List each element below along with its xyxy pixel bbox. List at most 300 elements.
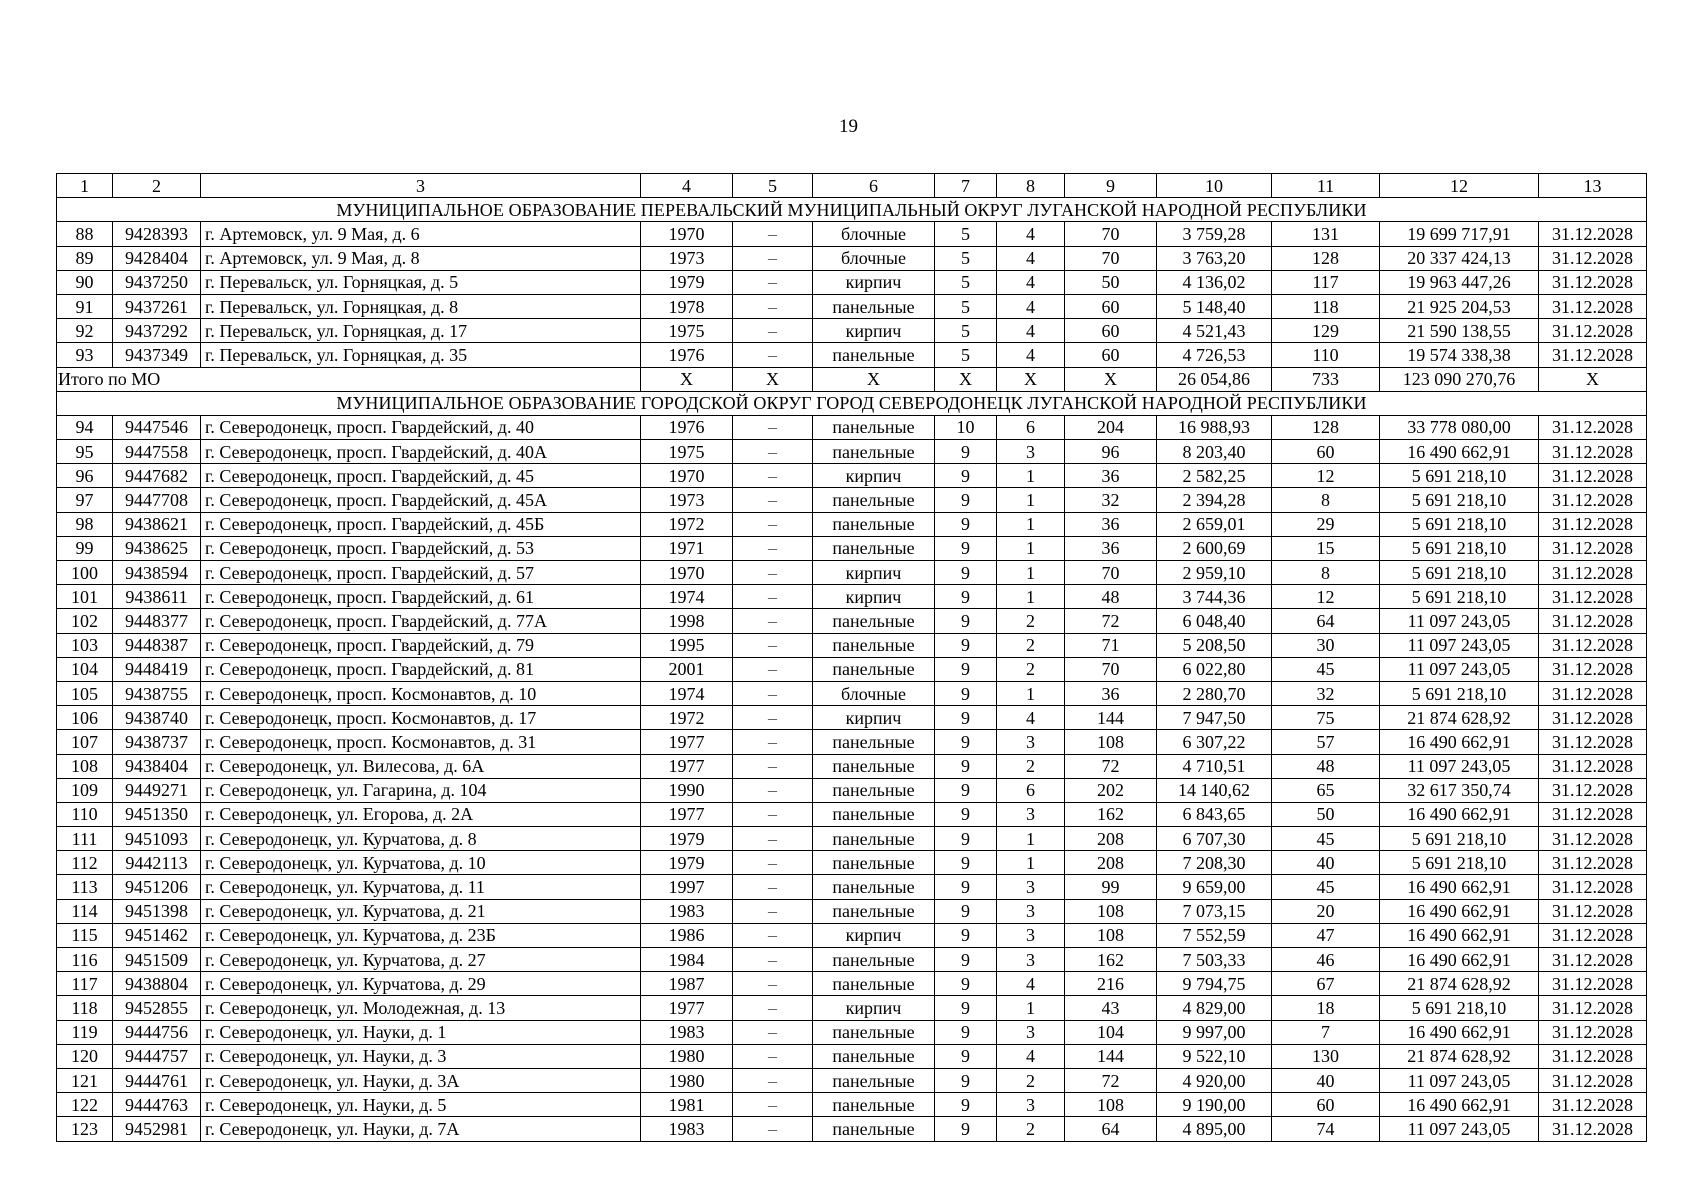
table-cell: 31.12.2028 <box>1539 222 1647 246</box>
table-cell: 3 <box>997 730 1065 754</box>
table-cell: 115 <box>57 923 113 947</box>
table-cell: 4 <box>997 319 1065 343</box>
table-cell: 6 307,22 <box>1157 730 1272 754</box>
table-cell: 3 <box>997 875 1065 899</box>
table-cell: 31.12.2028 <box>1539 343 1647 367</box>
table-cell: 96 <box>1065 440 1157 464</box>
table-cell: панельные <box>813 1093 935 1117</box>
table-cell: г. Перевальск, ул. Горняцкая, д. 8 <box>201 294 641 318</box>
table-cell: 36 <box>1065 464 1157 488</box>
table-cell: 3 <box>997 802 1065 826</box>
table-cell: 31.12.2028 <box>1539 754 1647 778</box>
table-cell: 5 691 218,10 <box>1380 827 1539 851</box>
table-cell: – <box>733 996 813 1020</box>
table-cell: 16 490 662,91 <box>1380 1020 1539 1044</box>
table-cell: 8 <box>1272 561 1380 585</box>
table-cell: блочные <box>813 222 935 246</box>
table-cell: 11 097 243,05 <box>1380 657 1539 681</box>
table-cell: 5 691 218,10 <box>1380 585 1539 609</box>
table-cell: 9 <box>935 1117 997 1141</box>
table-cell: 1983 <box>641 1117 733 1141</box>
table-cell: 131 <box>1272 222 1380 246</box>
table-cell: 9 <box>935 875 997 899</box>
table-cell: 47 <box>1272 923 1380 947</box>
table-cell: 31.12.2028 <box>1539 585 1647 609</box>
table-cell: 50 <box>1065 270 1157 294</box>
table-cell: 9451509 <box>113 948 201 972</box>
table-cell: 2001 <box>641 657 733 681</box>
table-cell: 9438740 <box>113 706 201 730</box>
table-cell: 89 <box>57 246 113 270</box>
table-row <box>57 222 1647 246</box>
table-cell: 60 <box>1065 294 1157 318</box>
table-cell: 105 <box>57 681 113 705</box>
table-cell: – <box>733 1093 813 1117</box>
table-cell: панельные <box>813 512 935 536</box>
table-cell: 9 <box>935 1093 997 1117</box>
table-cell: 31.12.2028 <box>1539 294 1647 318</box>
table-cell: 9 <box>935 657 997 681</box>
table-row <box>57 1117 1647 1141</box>
table-cell: кирпич <box>813 585 935 609</box>
table-cell: 31.12.2028 <box>1539 415 1647 439</box>
table-cell: 74 <box>1272 1117 1380 1141</box>
table-cell: – <box>733 948 813 972</box>
table-cell: 11 097 243,05 <box>1380 633 1539 657</box>
table-row <box>57 802 1647 826</box>
table-cell: 4 521,43 <box>1157 319 1272 343</box>
table-cell: – <box>733 681 813 705</box>
table-cell: 1986 <box>641 923 733 947</box>
table-row <box>57 319 1647 343</box>
table-row <box>57 899 1647 923</box>
table-cell: 9 794,75 <box>1157 972 1272 996</box>
table-cell: 1 <box>997 561 1065 585</box>
table-cell: г. Перевальск, ул. Горняцкая, д. 5 <box>201 270 641 294</box>
table-cell: 110 <box>1272 343 1380 367</box>
table-cell: 7 <box>1272 1020 1380 1044</box>
table-cell: 9 <box>935 778 997 802</box>
table-cell: 1 <box>997 488 1065 512</box>
table-cell: кирпич <box>813 270 935 294</box>
table-row <box>57 440 1647 464</box>
table-cell: 31.12.2028 <box>1539 730 1647 754</box>
table-cell: 46 <box>1272 948 1380 972</box>
table-cell: 9 <box>935 561 997 585</box>
table-cell: 31.12.2028 <box>1539 972 1647 996</box>
table-cell: панельные <box>813 875 935 899</box>
table-cell: 19 574 338,38 <box>1380 343 1539 367</box>
table-cell: 20 337 424,13 <box>1380 246 1539 270</box>
table-cell: 31.12.2028 <box>1539 440 1647 464</box>
table-cell: г. Северодонецк, просп. Гвардейский, д. 45 <box>201 464 641 488</box>
table-cell: г. Северодонецк, просп. Гвардейский, д. 77А <box>201 609 641 633</box>
total-cell: X <box>641 367 733 391</box>
table-cell: 3 763,20 <box>1157 246 1272 270</box>
column-number-cell: 10 <box>1157 174 1272 198</box>
table-cell: 3 <box>997 1093 1065 1117</box>
table-cell: г. Артемовск, ул. 9 Мая, д. 6 <box>201 222 641 246</box>
table-cell: г. Северодонецк, просп. Гвардейский, д. 40А <box>201 440 641 464</box>
table-cell: 31.12.2028 <box>1539 1093 1647 1117</box>
table-cell: 121 <box>57 1068 113 1092</box>
table-cell: 32 617 350,74 <box>1380 778 1539 802</box>
table-cell: 57 <box>1272 730 1380 754</box>
table-cell: 2 959,10 <box>1157 561 1272 585</box>
table-cell: – <box>733 875 813 899</box>
table-cell: 36 <box>1065 512 1157 536</box>
table-cell: 1990 <box>641 778 733 802</box>
table-cell: 60 <box>1272 440 1380 464</box>
table-cell: г. Северодонецк, просп. Гвардейский, д. 57 <box>201 561 641 585</box>
table-cell: 9451462 <box>113 923 201 947</box>
table-cell: 31.12.2028 <box>1539 1117 1647 1141</box>
table-cell: 1976 <box>641 343 733 367</box>
table-cell: 7 208,30 <box>1157 851 1272 875</box>
table-cell: 31.12.2028 <box>1539 464 1647 488</box>
table-cell: 40 <box>1272 851 1380 875</box>
column-number-cell: 11 <box>1272 174 1380 198</box>
table-cell: 1983 <box>641 899 733 923</box>
table-cell: – <box>733 415 813 439</box>
table-cell: 9 <box>935 754 997 778</box>
table-cell: панельные <box>813 294 935 318</box>
section-title: МУНИЦИПАЛЬНОЕ ОБРАЗОВАНИЕ ГОРОДСКОЙ ОКРУГ ГОРОД СЕВЕРОДОНЕЦК ЛУГАНСКОЙ НАРОДНОЙ РЕСПУБЛИКИ <box>57 391 1647 415</box>
table-cell: 9449271 <box>113 778 201 802</box>
table-cell: 60 <box>1065 343 1157 367</box>
table-cell: 1975 <box>641 319 733 343</box>
total-cell: X <box>1539 367 1647 391</box>
table-cell: 1970 <box>641 561 733 585</box>
table-cell: 108 <box>1065 899 1157 923</box>
table-cell: 90 <box>57 270 113 294</box>
table-cell: 9437349 <box>113 343 201 367</box>
table-cell: 4 <box>997 246 1065 270</box>
table-cell: 9428404 <box>113 246 201 270</box>
table-cell: г. Северодонецк, просп. Космонавтов, д. 17 <box>201 706 641 730</box>
table-cell: 109 <box>57 778 113 802</box>
table-cell: 98 <box>57 512 113 536</box>
table-cell: 31.12.2028 <box>1539 633 1647 657</box>
table-cell: кирпич <box>813 923 935 947</box>
table-cell: 7 073,15 <box>1157 899 1272 923</box>
table-cell: 99 <box>1065 875 1157 899</box>
table-cell: 95 <box>57 440 113 464</box>
table-cell: 5 691 218,10 <box>1380 561 1539 585</box>
table-cell: 31.12.2028 <box>1539 706 1647 730</box>
table-cell: 116 <box>57 948 113 972</box>
table-row <box>57 294 1647 318</box>
column-number-cell: 1 <box>57 174 113 198</box>
table-cell: 31.12.2028 <box>1539 1068 1647 1092</box>
table-row <box>57 609 1647 633</box>
column-number-cell: 12 <box>1380 174 1539 198</box>
table-cell: г. Северодонецк, ул. Гагарина, д. 104 <box>201 778 641 802</box>
table-cell: 31.12.2028 <box>1539 536 1647 560</box>
table-cell: 6 022,80 <box>1157 657 1272 681</box>
table-cell: 3 759,28 <box>1157 222 1272 246</box>
table-cell: 9 <box>935 948 997 972</box>
table-cell: 31.12.2028 <box>1539 512 1647 536</box>
table-cell: 67 <box>1272 972 1380 996</box>
table-cell: 2 <box>997 1117 1065 1141</box>
table-cell: 9447708 <box>113 488 201 512</box>
column-number-cell: 13 <box>1539 174 1647 198</box>
table-cell: 5 691 218,10 <box>1380 488 1539 512</box>
table-cell: 1 <box>997 851 1065 875</box>
table-cell: – <box>733 778 813 802</box>
column-number-cell: 5 <box>733 174 813 198</box>
table-cell: панельные <box>813 1044 935 1068</box>
table-cell: 65 <box>1272 778 1380 802</box>
table-cell: 9438404 <box>113 754 201 778</box>
table-cell: 9448419 <box>113 657 201 681</box>
table-cell: 5 691 218,10 <box>1380 536 1539 560</box>
table-cell: 31.12.2028 <box>1539 899 1647 923</box>
table-cell: 102 <box>57 609 113 633</box>
table-row <box>57 851 1647 875</box>
table-cell: 50 <box>1272 802 1380 826</box>
table-cell: г. Северодонецк, ул. Науки, д. 3А <box>201 1068 641 1092</box>
table-cell: кирпич <box>813 706 935 730</box>
table-cell: панельные <box>813 657 935 681</box>
table-row <box>57 488 1647 512</box>
table-cell: 6 048,40 <box>1157 609 1272 633</box>
table-cell: 31.12.2028 <box>1539 657 1647 681</box>
table-cell: г. Артемовск, ул. 9 Мая, д. 8 <box>201 246 641 270</box>
table-cell: 9448387 <box>113 633 201 657</box>
table-row <box>57 875 1647 899</box>
table-cell: 9 659,00 <box>1157 875 1272 899</box>
table-row <box>57 778 1647 802</box>
table-cell: 9 <box>935 464 997 488</box>
table-cell: – <box>733 319 813 343</box>
table-cell: 70 <box>1065 657 1157 681</box>
table-cell: г. Северодонецк, ул. Курчатова, д. 23Б <box>201 923 641 947</box>
table-cell: 15 <box>1272 536 1380 560</box>
table-cell: – <box>733 972 813 996</box>
column-number-cell: 9 <box>1065 174 1157 198</box>
table-cell: кирпич <box>813 996 935 1020</box>
table-cell: 99 <box>57 536 113 560</box>
table-cell: 1973 <box>641 488 733 512</box>
section-title-row <box>57 198 1647 222</box>
table-cell: 3 744,36 <box>1157 585 1272 609</box>
table-cell: г. Перевальск, ул. Горняцкая, д. 17 <box>201 319 641 343</box>
table-row <box>57 1068 1647 1092</box>
table-cell: панельные <box>813 851 935 875</box>
table-row <box>57 1044 1647 1068</box>
table-row <box>57 536 1647 560</box>
table-cell: 12 <box>1272 464 1380 488</box>
table-cell: 45 <box>1272 657 1380 681</box>
table-cell: 9447558 <box>113 440 201 464</box>
table-cell: 11 097 243,05 <box>1380 754 1539 778</box>
table-cell: 9451093 <box>113 827 201 851</box>
table-cell: 16 490 662,91 <box>1380 923 1539 947</box>
table-cell: 1974 <box>641 681 733 705</box>
table-cell: 70 <box>1065 222 1157 246</box>
table-cell: 110 <box>57 802 113 826</box>
table-cell: 2 600,69 <box>1157 536 1272 560</box>
table-cell: 16 490 662,91 <box>1380 875 1539 899</box>
table-cell: кирпич <box>813 561 935 585</box>
table-cell: 113 <box>57 875 113 899</box>
table-cell: 33 778 080,00 <box>1380 415 1539 439</box>
table-cell: – <box>733 536 813 560</box>
table-cell: 9447546 <box>113 415 201 439</box>
table-cell: 128 <box>1272 415 1380 439</box>
table-cell: 100 <box>57 561 113 585</box>
table-row <box>57 464 1647 488</box>
table-row <box>57 415 1647 439</box>
table-cell: – <box>733 1020 813 1044</box>
table-cell: 31.12.2028 <box>1539 561 1647 585</box>
table-cell: 1 <box>997 827 1065 851</box>
table-cell: 9 <box>935 1020 997 1044</box>
table-cell: 162 <box>1065 802 1157 826</box>
table-cell: 216 <box>1065 972 1157 996</box>
table-cell: – <box>733 1044 813 1068</box>
table-cell: – <box>733 343 813 367</box>
table-cell: 31.12.2028 <box>1539 778 1647 802</box>
table-row <box>57 1020 1647 1044</box>
table-cell: 4 <box>997 270 1065 294</box>
table-cell: 6 <box>997 778 1065 802</box>
table-cell: 162 <box>1065 948 1157 972</box>
table-cell: 9444761 <box>113 1068 201 1092</box>
table-cell: 60 <box>1065 319 1157 343</box>
table-cell: 9437292 <box>113 319 201 343</box>
table-cell: – <box>733 512 813 536</box>
table-cell: 10 <box>935 415 997 439</box>
table-cell: 208 <box>1065 851 1157 875</box>
total-cell: 123 090 270,76 <box>1380 367 1539 391</box>
table-cell: 9 <box>935 923 997 947</box>
table-cell: 1997 <box>641 875 733 899</box>
table-cell: 7 552,59 <box>1157 923 1272 947</box>
table-cell: 8 <box>1272 488 1380 512</box>
table-cell: панельные <box>813 827 935 851</box>
table-row <box>57 996 1647 1020</box>
table-cell: 31.12.2028 <box>1539 1044 1647 1068</box>
table-cell: г. Северодонецк, просп. Гвардейский, д. 45А <box>201 488 641 512</box>
table-cell: 36 <box>1065 681 1157 705</box>
table-cell: 4 726,53 <box>1157 343 1272 367</box>
column-number-cell: 3 <box>201 174 641 198</box>
table-cell: 104 <box>1065 1020 1157 1044</box>
table-cell: панельные <box>813 415 935 439</box>
table-row <box>57 754 1647 778</box>
table-cell: 1970 <box>641 464 733 488</box>
total-cell: X <box>733 367 813 391</box>
table-cell: г. Северодонецк, ул. Курчатова, д. 10 <box>201 851 641 875</box>
table-cell: 31.12.2028 <box>1539 996 1647 1020</box>
table-cell: 9 <box>935 730 997 754</box>
table-cell: 117 <box>1272 270 1380 294</box>
table-cell: 114 <box>57 899 113 923</box>
table-cell: г. Северодонецк, просп. Гвардейский, д. 40 <box>201 415 641 439</box>
table-cell: 2 <box>997 609 1065 633</box>
table-cell: 9437261 <box>113 294 201 318</box>
table-cell: – <box>733 585 813 609</box>
table-cell: 4 136,02 <box>1157 270 1272 294</box>
table-cell: панельные <box>813 802 935 826</box>
table-cell: 108 <box>57 754 113 778</box>
table-cell: 16 490 662,91 <box>1380 1093 1539 1117</box>
table-cell: 31.12.2028 <box>1539 609 1647 633</box>
table-cell: г. Северодонецк, ул. Егорова, д. 2А <box>201 802 641 826</box>
table-row <box>57 343 1647 367</box>
table-cell: 3 <box>997 440 1065 464</box>
table-cell: 202 <box>1065 778 1157 802</box>
table-row <box>57 681 1647 705</box>
table-cell: 3 <box>997 1020 1065 1044</box>
table-cell: 9437250 <box>113 270 201 294</box>
table-cell: 31.12.2028 <box>1539 1020 1647 1044</box>
table-cell: 2 <box>997 657 1065 681</box>
table-cell: 31.12.2028 <box>1539 948 1647 972</box>
table-row <box>57 561 1647 585</box>
table-cell: 32 <box>1272 681 1380 705</box>
table-cell: 93 <box>57 343 113 367</box>
table-cell: 9 <box>935 899 997 923</box>
table-cell: 11 097 243,05 <box>1380 1068 1539 1092</box>
table-cell: г. Северодонецк, просп. Космонавтов, д. 10 <box>201 681 641 705</box>
table-cell: 4 <box>997 706 1065 730</box>
table-cell: 9452855 <box>113 996 201 1020</box>
table-cell: 3 <box>997 899 1065 923</box>
table-body <box>57 174 1647 1142</box>
table-cell: 9438804 <box>113 972 201 996</box>
table-cell: 43 <box>1065 996 1157 1020</box>
table-cell: 101 <box>57 585 113 609</box>
housing-registry-table <box>56 173 1647 1142</box>
table-cell: 70 <box>1065 246 1157 270</box>
table-cell: 12 <box>1272 585 1380 609</box>
table-cell: 70 <box>1065 561 1157 585</box>
table-cell: г. Северодонецк, ул. Науки, д. 5 <box>201 1093 641 1117</box>
table-cell: – <box>733 440 813 464</box>
table-cell: 1980 <box>641 1044 733 1068</box>
table-row <box>57 948 1647 972</box>
table-cell: 9438594 <box>113 561 201 585</box>
table-cell: 123 <box>57 1117 113 1141</box>
table-cell: 9438737 <box>113 730 201 754</box>
table-cell: 9448377 <box>113 609 201 633</box>
table-cell: блочные <box>813 246 935 270</box>
table-cell: – <box>733 657 813 681</box>
table-cell: 1976 <box>641 415 733 439</box>
table-cell: г. Северодонецк, ул. Курчатова, д. 21 <box>201 899 641 923</box>
table-cell: 71 <box>1065 633 1157 657</box>
table-cell: панельные <box>813 488 935 512</box>
table-cell: 9 <box>935 972 997 996</box>
table-cell: г. Северодонецк, ул. Курчатова, д. 8 <box>201 827 641 851</box>
table-cell: 1979 <box>641 851 733 875</box>
table-cell: 5 208,50 <box>1157 633 1272 657</box>
table-cell: 48 <box>1272 754 1380 778</box>
table-cell: 6 <box>997 415 1065 439</box>
column-number-cell: 8 <box>997 174 1065 198</box>
total-label: Итого по МО <box>57 367 641 391</box>
table-row <box>57 633 1647 657</box>
table-cell: 9 <box>935 488 997 512</box>
table-cell: 29 <box>1272 512 1380 536</box>
table-cell: 5 <box>935 319 997 343</box>
table-cell: 45 <box>1272 827 1380 851</box>
table-cell: 31.12.2028 <box>1539 923 1647 947</box>
